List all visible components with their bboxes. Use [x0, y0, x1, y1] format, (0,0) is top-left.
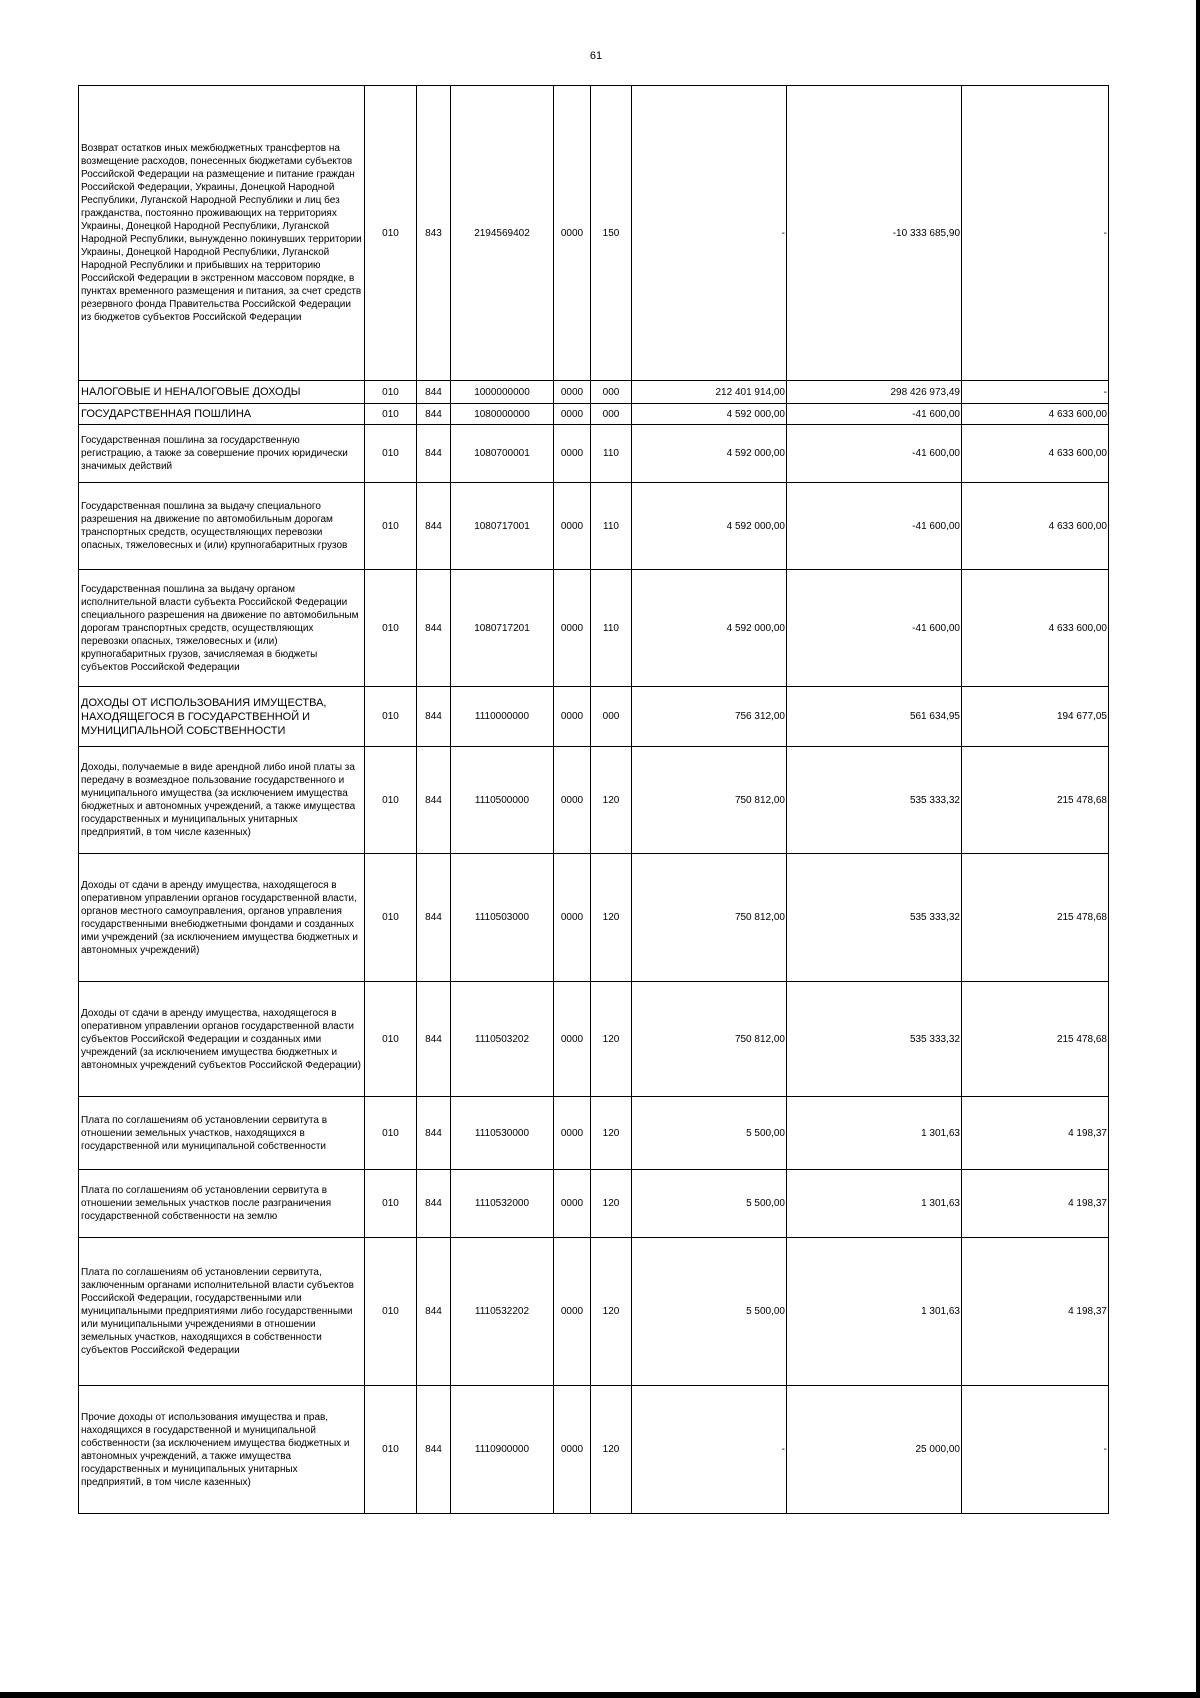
column-code-5: 000 — [591, 381, 632, 404]
table-row — [79, 1238, 1109, 1386]
column-code-3: 1110532202 — [451, 1238, 554, 1386]
column-code-2: 844 — [417, 570, 451, 687]
row-name: ГОСУДАРСТВЕННАЯ ПОШЛИНА — [79, 404, 365, 425]
table-row — [79, 1097, 1109, 1170]
value-remaining: - — [962, 381, 1109, 404]
table-row — [79, 86, 1109, 381]
value-actual: 535 333,32 — [787, 747, 962, 854]
column-code-4: 0000 — [554, 483, 591, 570]
column-code-3: 1110000000 — [451, 687, 554, 747]
column-code-5: 120 — [591, 1238, 632, 1386]
value-plan: 756 312,00 — [632, 687, 787, 747]
row-name: ДОХОДЫ ОТ ИСПОЛЬЗОВАНИЯ ИМУЩЕСТВА, НАХОДЯЩЕГОСЯ В ГОСУДАРСТВЕННОЙ И МУНИЦИПАЛЬНОЙ СОБСТВЕННОСТИ — [79, 687, 365, 747]
row-name: НАЛОГОВЫЕ И НЕНАЛОГОВЫЕ ДОХОДЫ — [79, 381, 365, 404]
column-code-5: 120 — [591, 747, 632, 854]
row-name: Прочие доходы от использования имущества и прав, находящихся в государственной и муниципальной собственности (за исключением имущества бюджетных и автономных учреждений, а также имущества государственных и муниципальных унитарных предприятий, в том числе казенных) — [79, 1386, 365, 1514]
column-code-1: 010 — [365, 1170, 417, 1238]
row-name: Государственная пошлина за выдачу специального разрешения на движение по автомобильным дорогам транспортных средств, осуществляющих перевозки опасных, тяжеловесных и (или) крупногабаритных грузов — [79, 483, 365, 570]
column-code-4: 0000 — [554, 1238, 591, 1386]
column-code-4: 0000 — [554, 404, 591, 425]
column-code-4: 0000 — [554, 982, 591, 1097]
row-name: Доходы, получаемые в виде арендной либо иной платы за передачу в возмездное пользование государственного и муниципального имущества (за исключением имущества бюджетных и автономных учреждений, а также имущества государственных и муниципальных унитарных предприятий, в том числе казенных) — [79, 747, 365, 854]
table-row — [79, 1170, 1109, 1238]
column-code-2: 844 — [417, 1097, 451, 1170]
column-code-4: 0000 — [554, 687, 591, 747]
value-remaining: - — [962, 86, 1109, 381]
value-actual: 25 000,00 — [787, 1386, 962, 1514]
value-actual: -41 600,00 — [787, 483, 962, 570]
table-row — [79, 381, 1109, 404]
column-code-2: 843 — [417, 86, 451, 381]
column-code-5: 120 — [591, 1097, 632, 1170]
value-plan: 5 500,00 — [632, 1097, 787, 1170]
value-plan: 212 401 914,00 — [632, 381, 787, 404]
column-code-2: 844 — [417, 982, 451, 1097]
column-code-1: 010 — [365, 483, 417, 570]
column-code-3: 1110900000 — [451, 1386, 554, 1514]
column-code-1: 010 — [365, 425, 417, 483]
column-code-4: 0000 — [554, 747, 591, 854]
column-code-5: 120 — [591, 1386, 632, 1514]
revenue-table — [78, 85, 1109, 1514]
table-row — [79, 747, 1109, 854]
column-code-3: 1080717001 — [451, 483, 554, 570]
column-code-5: 000 — [591, 404, 632, 425]
column-code-3: 1110532000 — [451, 1170, 554, 1238]
value-plan: 4 592 000,00 — [632, 404, 787, 425]
table-row — [79, 854, 1109, 982]
table-row — [79, 1386, 1109, 1514]
column-code-2: 844 — [417, 1386, 451, 1514]
row-name: Доходы от сдачи в аренду имущества, находящегося в оперативном управлении органов государственной власти субъектов Российской Федерации и созданных ими учреждений (за исключением имущества бюджетных и автономных учреждений субъектов Российской Федерации) — [79, 982, 365, 1097]
value-plan: 5 500,00 — [632, 1170, 787, 1238]
value-actual: -41 600,00 — [787, 425, 962, 483]
column-code-4: 0000 — [554, 1386, 591, 1514]
value-remaining: 215 478,68 — [962, 854, 1109, 982]
column-code-5: 110 — [591, 425, 632, 483]
column-code-4: 0000 — [554, 570, 591, 687]
column-code-2: 844 — [417, 687, 451, 747]
column-code-3: 1110530000 — [451, 1097, 554, 1170]
value-plan: 750 812,00 — [632, 747, 787, 854]
table-row — [79, 404, 1109, 425]
table-row — [79, 982, 1109, 1097]
column-code-3: 2194569402 — [451, 86, 554, 381]
value-plan: 4 592 000,00 — [632, 425, 787, 483]
column-code-2: 844 — [417, 425, 451, 483]
column-code-2: 844 — [417, 1238, 451, 1386]
column-code-3: 1110503202 — [451, 982, 554, 1097]
value-actual: -10 333 685,90 — [787, 86, 962, 381]
value-remaining: 4 198,37 — [962, 1238, 1109, 1386]
column-code-1: 010 — [365, 854, 417, 982]
column-code-5: 120 — [591, 982, 632, 1097]
value-remaining: 4 633 600,00 — [962, 570, 1109, 687]
value-actual: 1 301,63 — [787, 1238, 962, 1386]
value-remaining: 4 633 600,00 — [962, 483, 1109, 570]
value-remaining: 194 677,05 — [962, 687, 1109, 747]
page-number: 61 — [589, 50, 603, 62]
value-actual: 561 634,95 — [787, 687, 962, 747]
column-code-4: 0000 — [554, 1097, 591, 1170]
column-code-1: 010 — [365, 687, 417, 747]
value-plan: 5 500,00 — [632, 1238, 787, 1386]
value-actual: -41 600,00 — [787, 570, 962, 687]
column-code-5: 120 — [591, 1170, 632, 1238]
value-actual: 535 333,32 — [787, 854, 962, 982]
table-row — [79, 483, 1109, 570]
row-name: Плата по соглашениям об установлении сервитута, заключенным органами исполнительной власти субъектов Российской Федерации, государственными или муниципальными предприятиями либо государственными или муниципальными учреждениями в отношении земельных участков, находящихся в собственности субъектов Российской Федерации — [79, 1238, 365, 1386]
table-row — [79, 570, 1109, 687]
column-code-5: 110 — [591, 570, 632, 687]
column-code-5: 110 — [591, 483, 632, 570]
column-code-1: 010 — [365, 404, 417, 425]
column-code-1: 010 — [365, 982, 417, 1097]
column-code-2: 844 — [417, 483, 451, 570]
table-row — [79, 687, 1109, 747]
value-remaining: 4 198,37 — [962, 1170, 1109, 1238]
value-plan: 750 812,00 — [632, 982, 787, 1097]
value-actual: 1 301,63 — [787, 1170, 962, 1238]
column-code-5: 150 — [591, 86, 632, 381]
value-plan: - — [632, 86, 787, 381]
column-code-1: 010 — [365, 1238, 417, 1386]
column-code-2: 844 — [417, 854, 451, 982]
column-code-1: 010 — [365, 381, 417, 404]
value-plan: 750 812,00 — [632, 854, 787, 982]
row-name: Государственная пошлина за государственную регистрацию, а также за совершение прочих юридически значимых действий — [79, 425, 365, 483]
page-frame-right — [1196, 0, 1200, 1698]
column-code-1: 010 — [365, 747, 417, 854]
column-code-2: 844 — [417, 381, 451, 404]
column-code-2: 844 — [417, 747, 451, 854]
value-actual: 1 301,63 — [787, 1097, 962, 1170]
column-code-4: 0000 — [554, 854, 591, 982]
column-code-1: 010 — [365, 1097, 417, 1170]
row-name: Доходы от сдачи в аренду имущества, находящегося в оперативном управлении органов государственной власти, органов местного самоуправления, органов управления государственными внебюджетными фондами и созданных ими учреждений (за исключением имущества бюджетных и автономных учреждений) — [79, 854, 365, 982]
column-code-3: 1110503000 — [451, 854, 554, 982]
value-actual: 535 333,32 — [787, 982, 962, 1097]
column-code-4: 0000 — [554, 86, 591, 381]
column-code-4: 0000 — [554, 381, 591, 404]
value-remaining: 4 633 600,00 — [962, 425, 1109, 483]
column-code-4: 0000 — [554, 1170, 591, 1238]
value-remaining: 215 478,68 — [962, 982, 1109, 1097]
column-code-5: 000 — [591, 687, 632, 747]
value-actual: 298 426 973,49 — [787, 381, 962, 404]
column-code-3: 1080000000 — [451, 404, 554, 425]
row-name: Плата по соглашениям об установлении сервитута в отношении земельных участков после разграничения государственной собственности на землю — [79, 1170, 365, 1238]
table-row — [79, 425, 1109, 483]
column-code-4: 0000 — [554, 425, 591, 483]
column-code-1: 010 — [365, 570, 417, 687]
value-remaining: - — [962, 1386, 1109, 1514]
column-code-3: 1110500000 — [451, 747, 554, 854]
column-code-1: 010 — [365, 86, 417, 381]
column-code-3: 1080717201 — [451, 570, 554, 687]
value-plan: - — [632, 1386, 787, 1514]
value-actual: -41 600,00 — [787, 404, 962, 425]
value-plan: 4 592 000,00 — [632, 483, 787, 570]
row-name: Возврат остатков иных межбюджетных трансфертов на возмещение расходов, понесенных бюджетами субъектов Российской Федерации на размещение и питание граждан Российской Федерации, Украины, Донецкой Народной Республики, Луганской Народной Республики и лиц без гражданства, постоянно проживающих на территориях Украины, Донецкой Народной Республики, Луганской Народной Республики, вынужденно покинувших территории Украины, Донецкой Народной Республики, Луганской Народной Республики и прибывших на территорию Российской Федерации в экстренном массовом порядке, в пунктах временного размещения и питания, за счет средств резервного фонда Правительства Российской Федерации из бюджетов субъектов Российской Федерации — [79, 86, 365, 381]
row-name: Государственная пошлина за выдачу органом исполнительной власти субъекта Российской Федерации специального разрешения на движение по автомобильным дорогам транспортных средств, осуществляющих перевозки опасных, тяжеловесных и (или) крупногабаритных грузов, зачисляемая в бюджеты субъектов Российской Федерации — [79, 570, 365, 687]
page-frame-bottom — [0, 1692, 1200, 1698]
column-code-5: 120 — [591, 854, 632, 982]
value-plan: 4 592 000,00 — [632, 570, 787, 687]
column-code-1: 010 — [365, 1386, 417, 1514]
value-remaining: 4 633 600,00 — [962, 404, 1109, 425]
value-remaining: 4 198,37 — [962, 1097, 1109, 1170]
column-code-3: 1080700001 — [451, 425, 554, 483]
column-code-3: 1000000000 — [451, 381, 554, 404]
column-code-2: 844 — [417, 1170, 451, 1238]
value-remaining: 215 478,68 — [962, 747, 1109, 854]
column-code-2: 844 — [417, 404, 451, 425]
row-name: Плата по соглашениям об установлении сервитута в отношении земельных участков, находящихся в государственной или муниципальной собственности — [79, 1097, 365, 1170]
